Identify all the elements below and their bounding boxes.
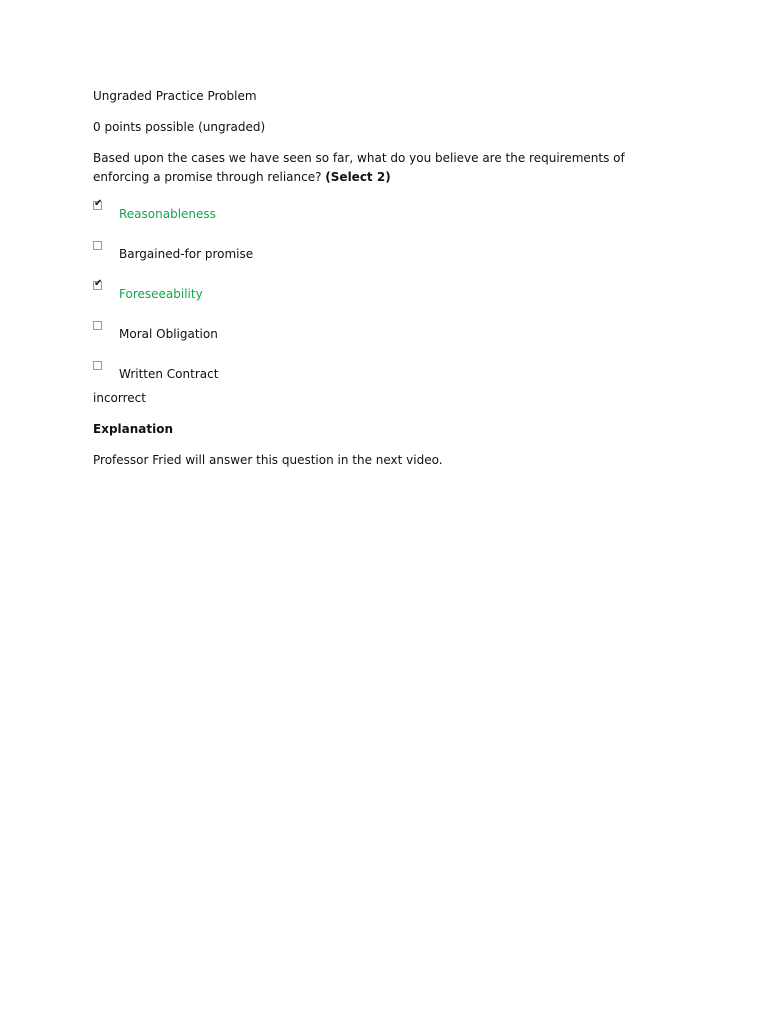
practice-problem — [93, 88, 693, 468]
option-written-contract[interactable] — [93, 358, 693, 398]
option-bargained-for-promise[interactable] — [93, 238, 693, 278]
checkbox[interactable] — [93, 198, 103, 210]
checkbox[interactable] — [93, 321, 102, 330]
problem-title: Ungraded Practice Problem — [93, 89, 257, 103]
option-label: Reasonableness — [119, 207, 216, 221]
check-mark-icon: ✔ — [94, 198, 103, 209]
result-status: incorrect — [93, 391, 146, 405]
option-moral-obligation[interactable] — [93, 318, 693, 358]
select-hint: (Select 2) — [325, 170, 391, 184]
option-label: Foreseeability — [119, 287, 203, 301]
checkbox[interactable] — [93, 278, 103, 290]
option-label: Bargained-for promise — [119, 247, 254, 261]
explanation-heading: Explanation — [93, 422, 174, 436]
check-mark-icon: ✔ — [94, 278, 103, 289]
points-possible: 0 points possible (ungraded) — [93, 120, 266, 134]
option-reasonableness[interactable] — [93, 198, 693, 238]
checkbox[interactable] — [93, 241, 102, 250]
question-prompt: Based upon the cases we have seen so far, what do you believe are the requirements of enforcing a promise through reliance? — [93, 151, 625, 184]
answer-options — [93, 198, 693, 398]
explanation-text: Professor Fried will answer this question in the next video. — [93, 453, 443, 467]
checkbox[interactable] — [93, 361, 102, 370]
option-label: Written Contract — [119, 367, 219, 381]
option-label: Moral Obligation — [119, 327, 218, 341]
question-text — [93, 149, 683, 187]
option-foreseeability[interactable] — [93, 278, 693, 318]
